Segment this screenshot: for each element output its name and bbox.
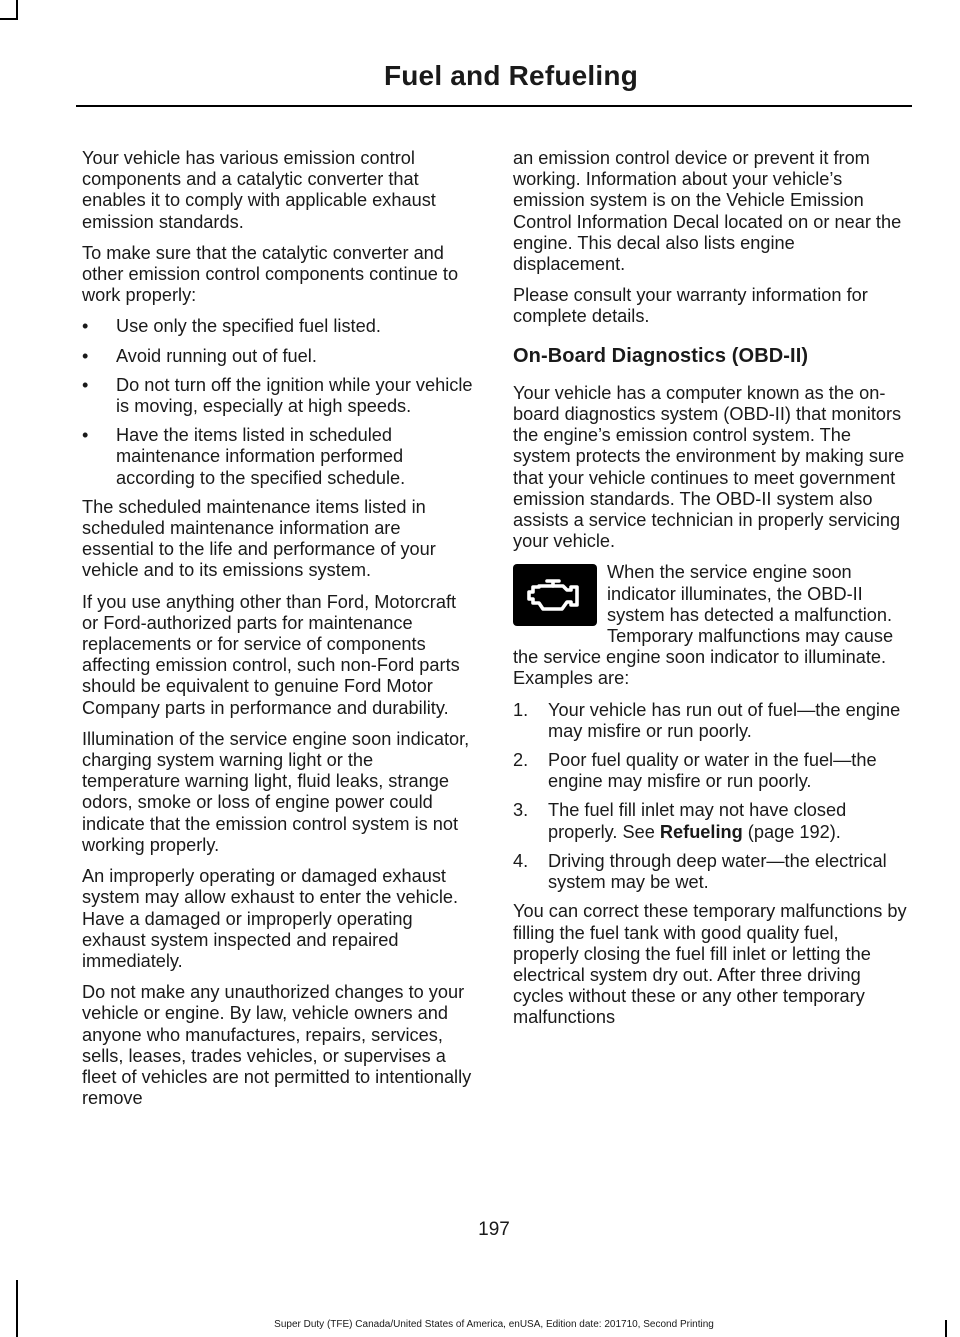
list-item-text: Avoid running out of fuel. bbox=[116, 345, 317, 366]
paragraph: Your vehicle has a computer known as the on-board diagnostics system (OBD-II) that monitors the engine’s emission control system. The system protects the environment by making sure that your vehicle continues to meet government emission standards. The OBD-II system also assists a service technician in properly servicing your vehicle. bbox=[513, 382, 905, 552]
indicator-paragraph bbox=[513, 562, 907, 689]
intro-paragraph: Your vehicle has various emission control components and a catalytic converter that enables it to comply with applicable exhaust emission standards. bbox=[82, 148, 436, 232]
list-item-text: Your vehicle has run out of fuel—the engine may misfire or run poorly. bbox=[548, 699, 901, 741]
paragraph: The scheduled maintenance items listed in scheduled maintenance information are essential to the life and performance of your vehicle and to its emissions system. bbox=[82, 496, 436, 581]
engine-icon bbox=[525, 575, 585, 615]
page-title: Fuel and Refueling bbox=[383, 60, 638, 91]
paragraph: You can correct these temporary malfunctions by filling the fuel tank with good quality fuel, properly closing the fuel fill inlet or letting the electrical system dry out. After three driving cycles without these or any other temporary malfunctions bbox=[513, 901, 907, 1028]
bullet-marker: • bbox=[82, 345, 89, 366]
paragraph-text: When the service engine soon indicator illuminates, the OBD-II system has detected a malfunction. Temporary malfunctions may cause the service engine soon indicator to illuminate. Examples are: bbox=[513, 562, 894, 689]
list-item-text: Have the items listed in scheduled maintenance information performed according to the specified schedule. bbox=[116, 425, 406, 488]
list-item bbox=[513, 800, 907, 842]
page-reference: (page 192). bbox=[742, 821, 841, 842]
bullet-marker: • bbox=[82, 425, 89, 446]
paragraph: Do not make any unauthorized changes to your vehicle or engine. By law, vehicle owners and anyone who manufactures, repairs, services, sells, leases, trades vehicles, or supervises a fleet of vehicles are not permitted to intentionally remove bbox=[82, 982, 472, 1109]
list-item bbox=[82, 316, 476, 337]
refueling-link[interactable]: Refueling bbox=[659, 821, 743, 842]
list-item bbox=[513, 851, 907, 893]
list-item bbox=[82, 375, 476, 417]
left-column bbox=[82, 148, 476, 1119]
list-number: 1. bbox=[513, 699, 529, 720]
list-item-text: Do not turn off the ignition while your vehicle is moving, especially at high speeds. bbox=[116, 374, 473, 417]
crop-mark bbox=[0, 18, 18, 20]
list-item-text: Driving through deep water—the electrical system may be wet. bbox=[548, 850, 887, 893]
list-number: 2. bbox=[513, 750, 529, 771]
paragraph: If you use anything other than Ford, Motorcraft or Ford-authorized parts for maintenance replacements or for service of components affecting emission control, such non-Ford parts should be equivalent to genuine Ford Motor Company parts in performance and durability. bbox=[82, 591, 460, 718]
list-item-text: Use only the specified fuel listed. bbox=[116, 316, 381, 337]
bullet-marker: • bbox=[82, 316, 89, 337]
crop-mark bbox=[16, 0, 18, 18]
bullet-marker: • bbox=[82, 374, 89, 395]
paragraph: An improperly operating or damaged exhaust system may allow exhaust to enter the vehicle. Have a damaged or improperly operating exhaust system inspected and repaired immediately. bbox=[82, 866, 459, 971]
page-number: 197 bbox=[478, 1219, 510, 1240]
bullet-list bbox=[82, 316, 476, 488]
list-number: 4. bbox=[513, 850, 529, 871]
footer-text: Super Duty (TFE) Canada/United States of America, enUSA, Edition date: 201710, Second Printing bbox=[274, 1319, 714, 1330]
list-item bbox=[513, 700, 907, 742]
right-column bbox=[513, 148, 907, 1039]
paragraph: To make sure that the catalytic converter and other emission control components continue to work properly: bbox=[82, 242, 459, 306]
header-divider bbox=[76, 105, 912, 107]
check-engine-icon bbox=[513, 564, 597, 626]
list-item-text: Poor fuel quality or water in the fuel—the engine may misfire or run poorly. bbox=[548, 750, 877, 792]
list-number: 3. bbox=[513, 800, 529, 821]
paragraph: Illumination of the service engine soon indicator, charging system warning light or the temperature warning light, fluid leaks, strange odors, smoke or loss of engine power could indicate that the emission control system is not working properly. bbox=[82, 728, 470, 855]
paragraph: Please consult your warranty information for complete details. bbox=[513, 285, 868, 327]
list-item bbox=[513, 750, 907, 792]
list-item bbox=[82, 425, 476, 489]
section-heading: On-Board Diagnostics (OBD-II) bbox=[513, 344, 809, 367]
list-item bbox=[82, 346, 476, 367]
numbered-list bbox=[513, 700, 907, 894]
paragraph: an emission control device or prevent it from working. Information about your vehicle’s emission system is on the Vehicle Emission Control Information Decal located on or near the engine. This decal also lists engine displacement. bbox=[513, 148, 902, 275]
list-item-text: The fuel fill inlet may not have closed properly. See bbox=[548, 800, 847, 842]
